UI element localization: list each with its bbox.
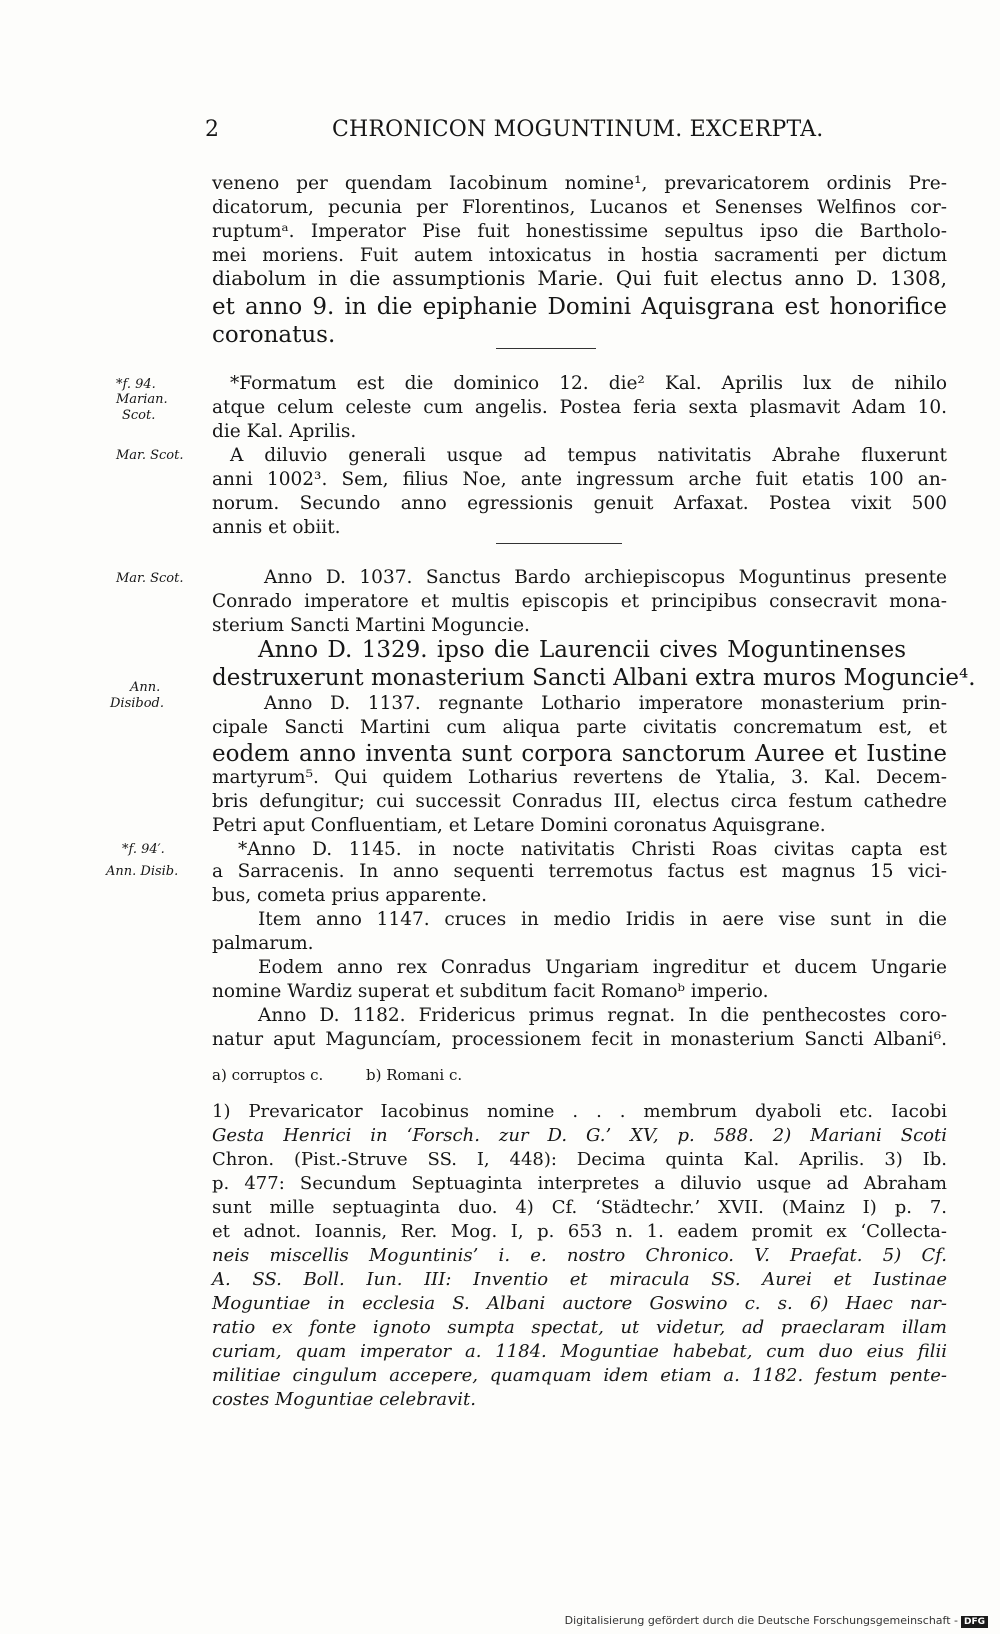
text-line: *Formatum est die dominico 12. die² Kal. Aprilis lux de nihilo [230,373,947,394]
margin-folio: *f. 94. [116,377,156,392]
footnote-line: 1) Prevaricator Iacobinus nomine . . . membrum dyaboli etc. Iacobi [212,1101,947,1122]
margin-source: Mar. Scot. [116,571,184,586]
text-line: veneno per quendam Iacobinum nomine¹, prevaricatorem ordinis Pre- [212,173,947,194]
text-line: A diluvio generali usque ad tempus nativitatis Abrahe fluxerunt [230,445,947,466]
text-line: ruptumᵃ. Imperator Pise fuit honestissime sepultus ipso die Bartholo- [212,221,947,242]
footnote-line: sunt mille septuaginta duo. 4) Cf. ‘Städtechr.’ XVII. (Mainz I) p. 7. [212,1197,947,1218]
text-line: diabolum in die assumptionis Marie. Qui fuit electus anno D. 1308, [212,266,947,290]
text-line: Anno D. 1037. Sanctus Bardo archiepiscopus Moguntinus presente [264,567,947,588]
footnote-line: et adnot. Ioannis, Rer. Mog. I, p. 653 n. 1. eadem promit ex ‘Collecta- [212,1221,947,1242]
text-line: norum. Secundo anno egressionis genuit Arfaxat. Postea vixit 500 [212,493,947,514]
text-line: cipale Sancti Martini cum aliqua parte civitatis concrematum est, et [212,717,947,738]
text-line: Anno D. 1182. Fridericus primus regnat. In die penthecostes coro- [258,1005,947,1026]
text-line: martyrum⁵. Qui quidem Lotharius revertens de Ytalia, 3. Kal. Decem- [212,767,947,788]
text-line: destruxerunt monasterium Sancti Albani extra muros Moguncie⁴. [212,665,976,691]
text-line: sterium Sancti Martini Moguncie. [212,615,530,636]
margin-source: Ann. [130,680,161,695]
text-line: coronatus. [212,322,336,348]
text-line: Eodem anno rex Conradus Ungariam ingreditur et ducem Ungarie [258,957,947,978]
margin-source: Mar. Scot. [116,448,184,463]
text-line: et anno 9. in die epiphanie Domini Aquisgrana est honorifice [212,294,947,320]
text-line: eodem anno inventa sunt corpora sanctorum Auree et Iustine [212,741,947,767]
dfg-logo: DFG [961,1616,988,1628]
margin-source: Ann. Disib. [106,864,179,879]
text-line: Anno D. 1329. ipso die Laurencii cives Moguntinenses [258,637,906,663]
text-line: Petri aput Confluentiam, et Letare Domini coronatus Aquisgrane. [212,815,826,836]
critical-note: a) corruptos c. [212,1066,324,1084]
critical-note: b) Romani c. [366,1066,463,1084]
footnote-line: Chron. (Pist.-Struve SS. I, 448): Decima quinta Kal. Aprilis. 3) Ib. [212,1149,947,1170]
text-line: palmarum. [212,933,314,954]
footnote-line: p. 477: Secundum Septuaginta interpretes a diluvio usque ad Abraham [212,1173,947,1194]
margin-source: Marian. [116,392,168,407]
margin-folio: *f. 94′. [122,842,165,857]
digitization-credit [565,1614,988,1628]
footnote-line: Gesta Henrici in ‘Forsch. zur D. G.’ XV, p. 588. 2) Mariani Scoti [212,1125,947,1146]
section-rule [496,543,622,544]
footnote-line: neis miscellis Moguntinis’ i. e. nostro Chronico. V. Praefat. 5) Cf. [212,1245,947,1266]
page-number: 2 [205,117,220,142]
text-line: Anno D. 1137. regnante Lothario imperatore monasterium prin- [264,693,947,714]
text-line: Conrado imperatore et multis episcopis et principibus consecravit mona- [212,591,947,612]
text-line: dicatorum, pecunia per Florentinos, Lucanos et Senenses Welfinos cor- [212,197,947,218]
text-line: natur aput Maguncíam, processionem fecit in monasterium Sancti Albani⁶. [212,1029,947,1050]
margin-source: Disibod. [110,696,165,711]
margin-source: Scot. [122,408,156,423]
text-line: bus, cometa prius apparente. [212,885,487,906]
footnote-line: A. SS. Boll. Iun. III: Inventio et miracula SS. Aurei et Iustinae [212,1269,947,1290]
footnote-line: curiam, quam imperator a. 1184. Moguntiae habebat, cum duo eius filii [212,1341,947,1362]
text-line: a Sarracenis. In anno sequenti terremotus factus est magnus 15 vici- [212,861,947,882]
footnote-line: militiae cingulum accepere, quamquam idem etiam a. 1182. festum pente- [212,1365,947,1386]
footnote-line: costes Moguntiae celebravit. [212,1389,476,1410]
text-line: atque celum celeste cum angelis. Postea feria sexta plasmavit Adam 10. [212,397,947,418]
text-line: *Anno D. 1145. in nocte nativitatis Christi Roas civitas capta est [238,839,947,860]
running-title: CHRONICON MOGUNTINUM. EXCERPTA. [332,117,824,142]
text-line: bris defungitur; cui successit Conradus III, electus circa festum cathedre [212,791,947,812]
text-line: mei moriens. Fuit autem intoxicatus in hostia sacramenti per dictum [212,245,947,266]
text-line: die Kal. Aprilis. [212,421,357,442]
credit-text: Digitalisierung gefördert durch die Deutsche Forschungsgemeinschaft - [564,1614,958,1627]
text-line: Item anno 1147. cruces in medio Iridis in aere vise sunt in die [258,909,947,930]
text-line: anni 1002³. Sem, filius Noe, ante ingressum arche fuit etatis 100 an- [212,469,947,490]
text-line: annis et obiit. [212,517,341,538]
text-line: nomine Wardiz superat et subditum facit Romanoᵇ imperio. [212,981,769,1002]
section-rule [496,348,596,349]
footnote-line: Moguntiae in ecclesia S. Albani auctore Goswino c. s. 6) Haec nar- [212,1293,947,1314]
footnote-line: ratio ex fonte ignoto sumpta spectat, ut videtur, ad praeclaram illam [212,1317,947,1338]
